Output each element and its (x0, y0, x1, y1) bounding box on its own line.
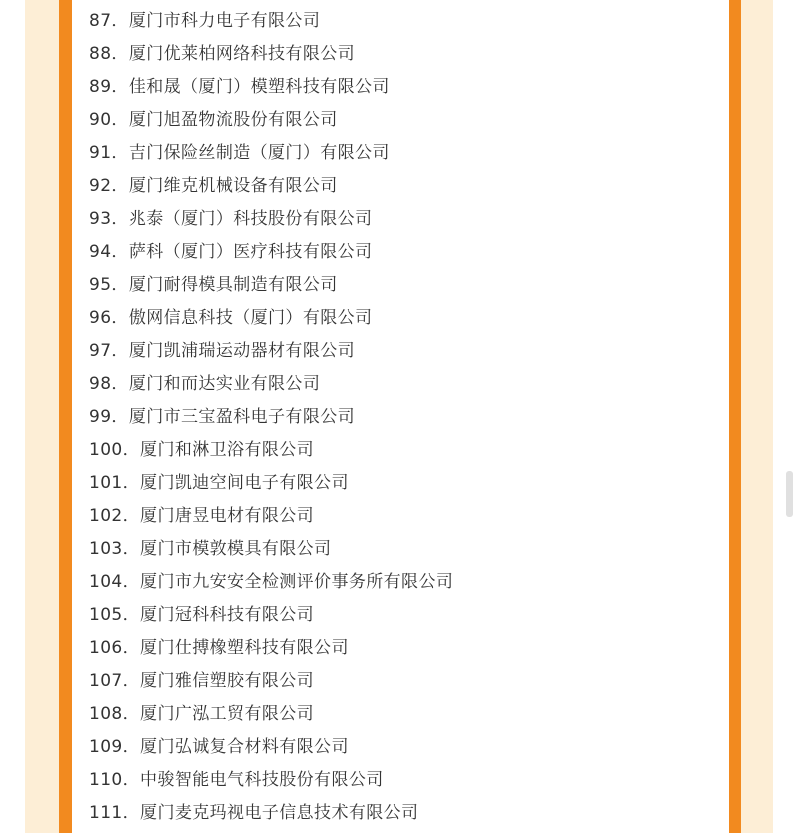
list-item: 93．兆泰（厦门）科技股份有限公司 (89, 209, 373, 229)
left-cream-margin (25, 0, 59, 833)
list-item: 111．厦门麦克玛视电子信息技术有限公司 (89, 803, 419, 823)
list-item: 109．厦门弘诚复合材料有限公司 (89, 737, 349, 757)
list-item: 103．厦门市模敦模具有限公司 (89, 539, 332, 559)
scrollbar-thumb[interactable] (786, 471, 793, 517)
list-item: 90．厦门旭盈物流股份有限公司 (89, 110, 338, 130)
list-item: 95．厦门耐得模具制造有限公司 (89, 275, 338, 295)
list-item: 99．厦门市三宝盈科电子有限公司 (89, 407, 356, 427)
list-item: 104．厦门市九安安全检测评价事务所有限公司 (89, 572, 454, 592)
list-item: 89．佳和晟（厦门）模塑科技有限公司 (89, 77, 390, 97)
list-item: 105．厦门冠科科技有限公司 (89, 605, 315, 625)
list-item: 91．吉门保险丝制造（厦门）有限公司 (89, 143, 390, 163)
list-item: 100．厦门和淋卫浴有限公司 (89, 440, 315, 460)
left-orange-border (59, 0, 72, 833)
list-item: 92．厦门维克机械设备有限公司 (89, 176, 338, 196)
list-item: 108．厦门广泓工贸有限公司 (89, 704, 315, 724)
company-list (89, 5, 453, 830)
list-item: 102．厦门唐昱电材有限公司 (89, 506, 315, 526)
list-item: 97．厦门凯浦瑞运动器材有限公司 (89, 341, 356, 361)
list-item: 88．厦门优莱柏网络科技有限公司 (89, 44, 356, 64)
list-item: 94．萨科（厦门）医疗科技有限公司 (89, 242, 373, 262)
list-item: 101．厦门凯迪空间电子有限公司 (89, 473, 349, 493)
list-item: 110．中骏智能电气科技股份有限公司 (89, 770, 384, 790)
list-item: 106．厦门仕搏橡塑科技有限公司 (89, 638, 349, 658)
list-item: 87．厦门市科力电子有限公司 (89, 11, 321, 31)
right-cream-margin (741, 0, 773, 833)
content-panel (72, 0, 729, 833)
list-item: 96．傲网信息科技（厦门）有限公司 (89, 308, 373, 328)
right-orange-border (729, 0, 741, 833)
list-item: 98．厦门和而达实业有限公司 (89, 374, 321, 394)
list-item: 107．厦门雅信塑胶有限公司 (89, 671, 315, 691)
